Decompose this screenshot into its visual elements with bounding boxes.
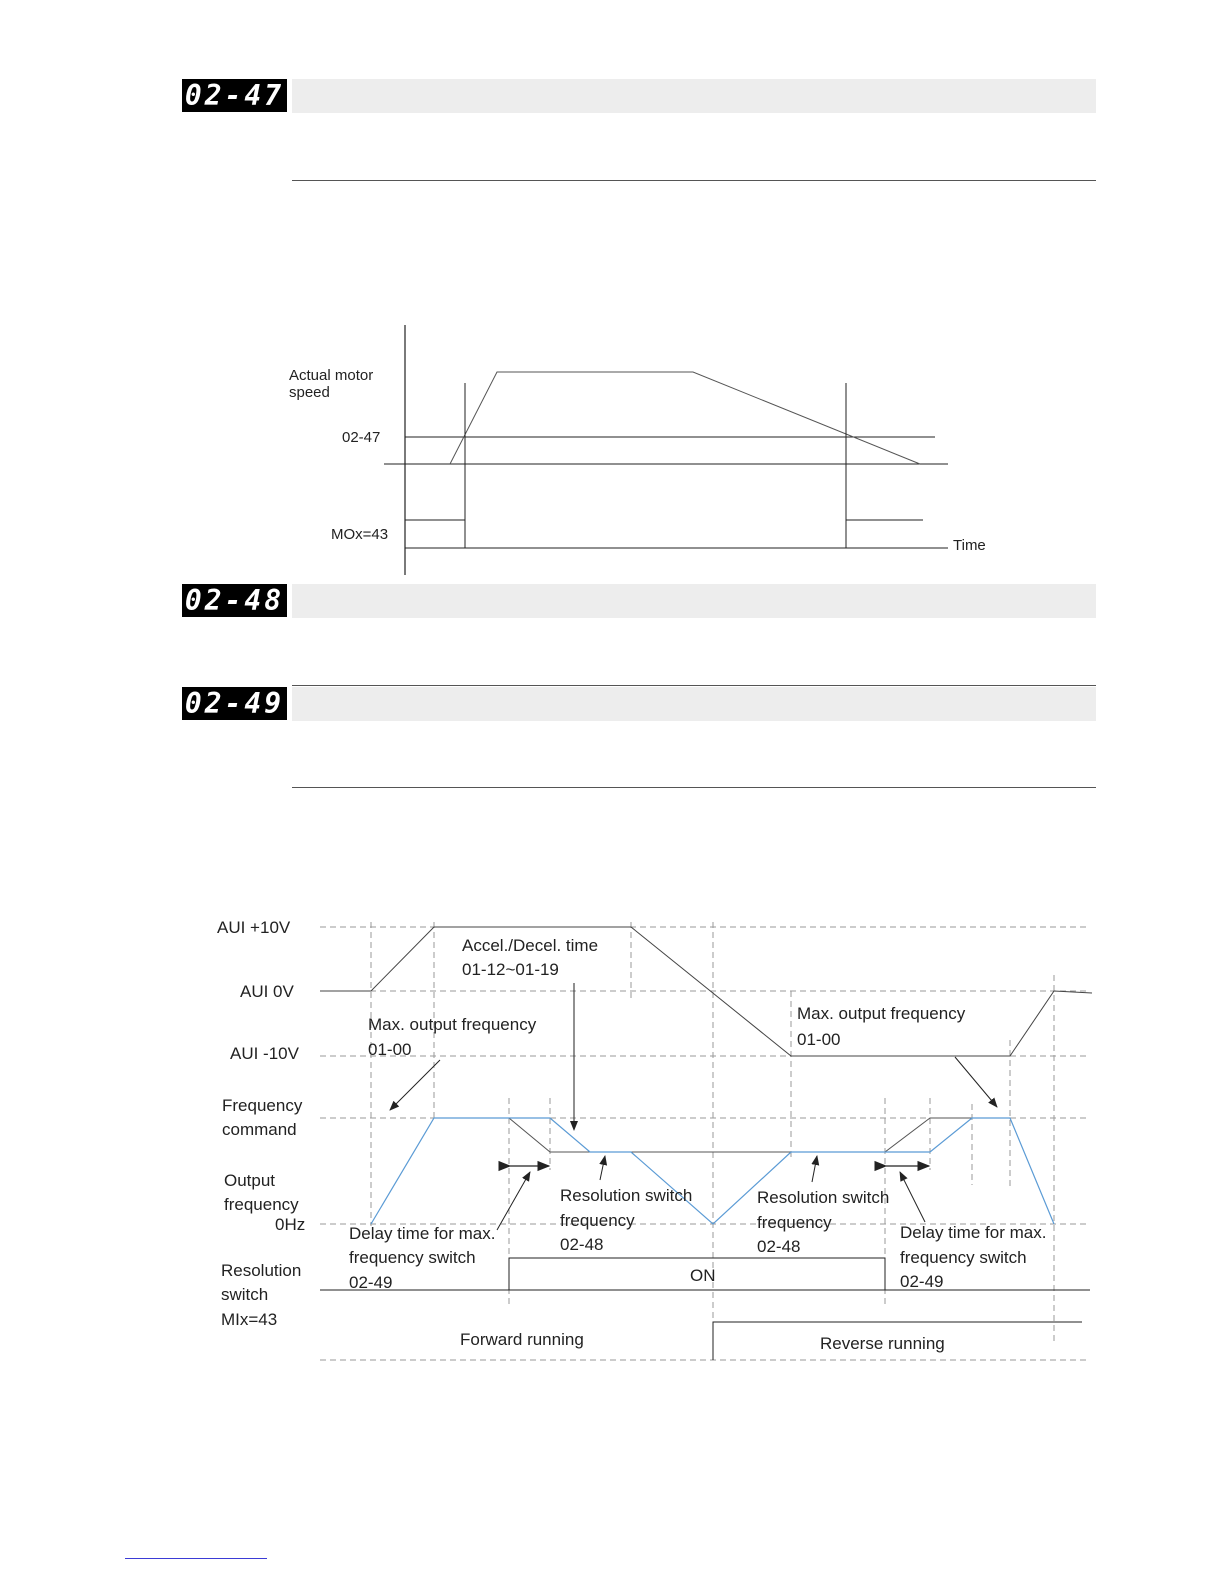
label-forward: Forward running <box>460 1330 584 1349</box>
label-maxout-right-line2: 01-00 <box>797 1030 841 1049</box>
y-label-line1: Actual motor <box>289 367 374 384</box>
label-res-right-line1: Resolution switch <box>757 1188 890 1207</box>
pointer-delay-left <box>497 1172 530 1230</box>
pointer-maxout-left <box>390 1060 440 1110</box>
label-on: ON <box>690 1266 716 1285</box>
label-maxout-right-line1: Max. output frequency <box>797 1004 966 1023</box>
pointer-res-left <box>600 1156 605 1180</box>
label-accel-line1: Accel./Decel. time <box>462 936 599 955</box>
label-delay-right-line2: frequency switch <box>900 1248 1027 1267</box>
param-code-02-47: 02-47 <box>182 79 287 112</box>
pointer-maxout-right <box>955 1057 997 1107</box>
label-res-left-line1: Resolution switch <box>560 1186 693 1205</box>
reference-lines <box>320 927 1090 1360</box>
level-label: 02-47 <box>342 429 381 446</box>
pointer-delay-right <box>900 1172 925 1222</box>
label-res-switch-line3: MIx=43 <box>221 1310 278 1329</box>
label-res-right-line3: 02-48 <box>757 1237 801 1256</box>
label-output-freq-line1: Output <box>224 1171 276 1190</box>
label-delay-left-line2: frequency switch <box>349 1248 476 1267</box>
label-delay-left-line1: Delay time for max. <box>349 1224 496 1243</box>
pointer-res-right <box>812 1156 817 1182</box>
time-markers <box>371 922 1054 1360</box>
y-label-line2: speed <box>289 384 330 401</box>
output-label: MOx=43 <box>331 526 389 543</box>
label-res-left-line2: frequency <box>560 1211 635 1230</box>
label-delay-right-line3: 02-49 <box>900 1272 944 1291</box>
label-reverse: Reverse running <box>820 1334 945 1353</box>
param-code-02-48: 02-48 <box>182 584 287 617</box>
label-res-left-line3: 02-48 <box>560 1235 604 1254</box>
label-delay-left-line3: 02-49 <box>349 1273 393 1292</box>
label-freq-cmd-line2: command <box>222 1120 297 1139</box>
label-aui-zero: AUI 0V <box>240 982 294 1001</box>
label-delay-right-line1: Delay time for max. <box>900 1223 1047 1242</box>
label-aui-minus: AUI -10V <box>230 1044 299 1063</box>
label-freq-cmd-line1: Frequency <box>222 1096 303 1115</box>
label-zero-hz: 0Hz <box>275 1215 306 1234</box>
x-axis-label: Time <box>953 537 986 554</box>
label-maxout-left-line2: 01-00 <box>368 1040 412 1059</box>
footer-link-underline <box>125 1558 267 1559</box>
param-code-02-49: 02-49 <box>182 687 287 720</box>
label-output-freq-line2: frequency <box>224 1195 299 1214</box>
label-maxout-left-line1: Max. output frequency <box>368 1015 537 1034</box>
label-accel-line2: 01-12~01-19 <box>462 960 559 979</box>
label-res-switch-line2: switch <box>221 1285 269 1304</box>
label-res-switch-line1: Resolution <box>221 1261 302 1280</box>
frequency-command-curve <box>434 1118 1010 1152</box>
label-aui-plus: AUI +10V <box>217 918 291 937</box>
label-res-right-line2: frequency <box>757 1213 832 1232</box>
